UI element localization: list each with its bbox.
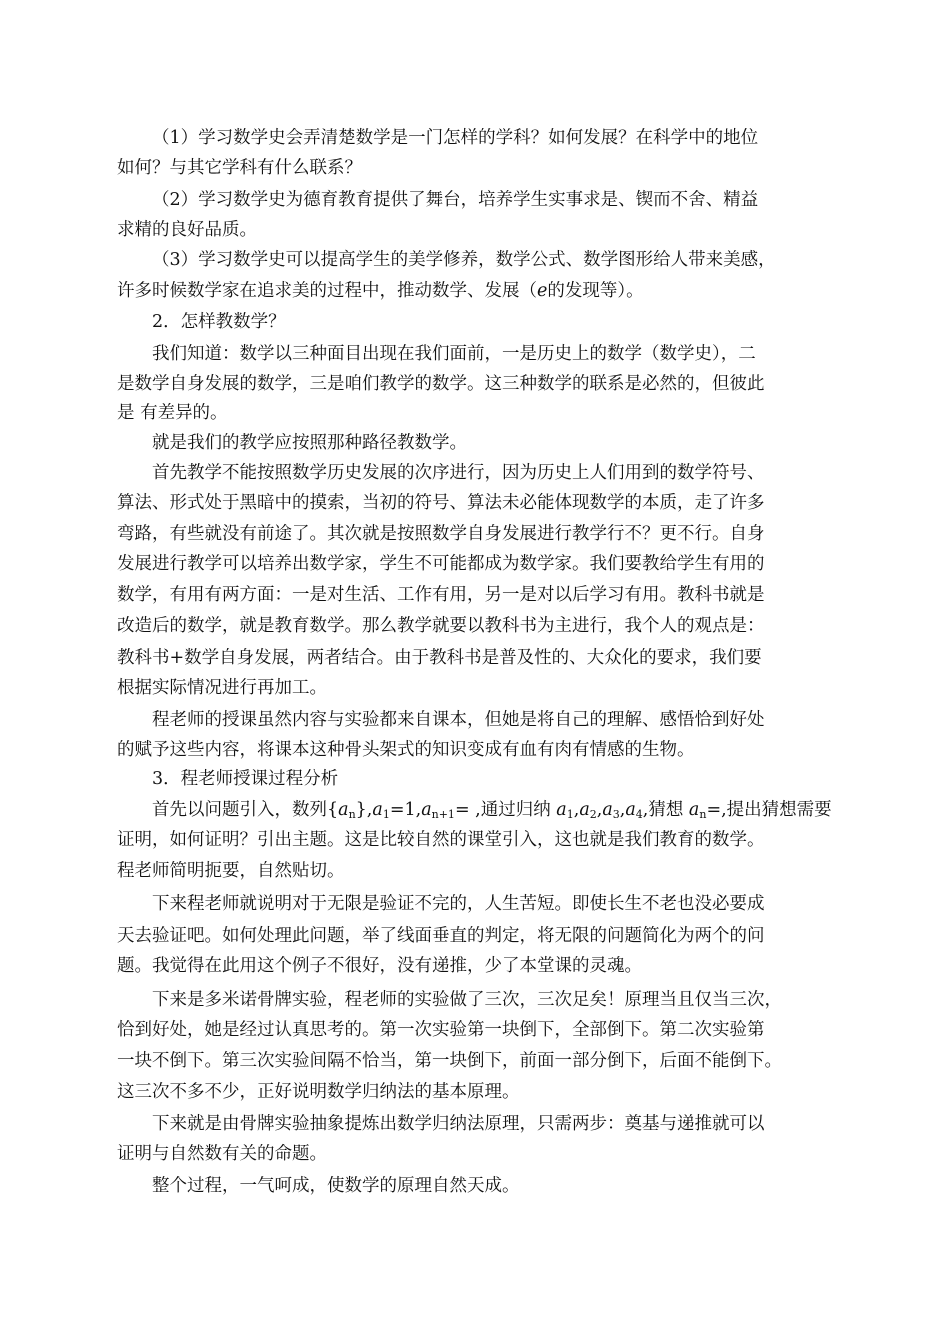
paragraph-9-line-3: 题。我觉得在此用这个例子不很好，没有递推，少了本堂课的灵魂。	[117, 956, 642, 976]
var-a: a	[602, 800, 613, 820]
var-a: a	[625, 800, 636, 820]
paragraph-5: 就是我们的教学应按照那种路径教数学。	[152, 433, 467, 453]
paragraph-7-line-2: 的赋予这些内容，将课本这种骨头架式的知识变成有血有肉有情感的生物。	[117, 740, 695, 760]
formula-text: 首先以问题引入，数列{	[152, 800, 339, 820]
paragraph-6-line-3: 弯路，有些就没有前途了。其次就是按照数学自身发展进行教学行不？更不行。自身	[117, 524, 765, 544]
paragraph-10-line-3: 一块不倒下。第三次实验间隔不恰当，第一块倒下，前面一部分倒下，后面不能倒下。	[117, 1051, 782, 1071]
paragraph-3-text-a: 许多时候数学家在追求美的过程中，推动数学、发展（	[117, 281, 537, 301]
paragraph-11-line-2: 证明与自然数有关的命题。	[117, 1144, 327, 1164]
formula-text: = ,通过归纳	[454, 800, 557, 820]
var-a: a	[372, 800, 383, 820]
paragraph-6-line-2: 算法、形式处于黑暗中的摸索，当初的符号、算法未必能体现数学的本质，走了许多	[117, 493, 765, 513]
var-a: a	[338, 800, 349, 820]
section-heading-2: 2．怎样教数学？	[152, 312, 286, 332]
euler-e: e	[537, 281, 548, 301]
paragraph-6-line-5: 数学，有用有两方面：一是对生活、工作有用，另一是对以后学习有用。教科书就是	[117, 585, 765, 605]
paragraph-6-line-1: 首先教学不能按照数学历史发展的次序进行，因为历史上人们用到的数学符号、	[152, 463, 765, 483]
paragraph-8-line-2: 证明，如何证明？引出主题。这是比较自然的课堂引入，这也就是我们教育的数学。	[117, 830, 765, 850]
sub-n-plus-1: n+1	[431, 808, 455, 821]
var-a: a	[421, 800, 432, 820]
sub-3: 3	[612, 808, 620, 821]
paragraph-4-line-3: 是 有差异的。	[117, 403, 228, 423]
sub-n: n	[348, 808, 356, 821]
paragraph-2-line-1: （2）学习数学史为德育教育提供了舞台，培养学生实事求是、锲而不舍、精益	[152, 190, 759, 210]
paragraph-6-line-6: 改造后的数学，就是教育数学。那么教学就要以教科书为主进行，我个人的观点是：	[117, 616, 765, 636]
sub-1: 1	[382, 808, 390, 821]
paragraph-2-line-2: 求精的良好品质。	[117, 220, 257, 240]
formula-comma: ,	[573, 800, 580, 820]
sub-n: n	[699, 808, 707, 821]
paragraph-11-line-1: 下来就是由骨牌实验抽象提炼出数学归纳法原理，只需两步：奠基与递推就可以	[152, 1114, 765, 1134]
formula-comma: ,	[619, 800, 626, 820]
formula-text: ,猜想	[642, 800, 689, 820]
paragraph-1-line-2: 如何？与其它学科有什么联系？	[117, 158, 362, 178]
paragraph-6-line-7: 教科书+数学自身发展，两者结合。由于教科书是普及性的、大众化的要求，我们要	[117, 648, 762, 668]
paragraph-6-line-4: 发展进行教学可以培养出数学家，学生不可能都成为数学家。我们要教给学生有用的	[117, 554, 765, 574]
formula-text: },	[355, 800, 373, 820]
var-a: a	[688, 800, 700, 820]
paragraph-3-line-2	[0, 279, 950, 303]
paragraph-9-line-2: 天去验证吧。如何处理此问题，举了线面垂直的判定，将无限的问题简化为两个的问	[117, 926, 765, 946]
paragraph-7-line-1: 程老师的授课虽然内容与实验都来自课本，但她是将自己的理解、感悟恰到好处	[152, 710, 765, 730]
formula-text: =,提出猜想需要	[706, 800, 832, 820]
paragraph-10-line-2: 恰到好处，她是经过认真思考的。第一次实验第一块倒下，全部倒下。第二次实验第	[117, 1020, 765, 1040]
paragraph-8-line-1	[0, 798, 950, 822]
formula-text: =1,	[389, 800, 422, 820]
var-a: a	[556, 800, 567, 820]
paragraph-10-line-1: 下来是多米诺骨牌实验，程老师的实验做了三次，三次足矣！原理当且仅当三次，	[152, 990, 782, 1010]
paragraph-3-text-b: 的发现等）。	[547, 281, 644, 301]
sub-1: 1	[566, 808, 574, 821]
paragraph-6-line-8: 根据实际情况进行再加工。	[117, 678, 327, 698]
paragraph-9-line-1: 下来程老师就说明对于无限是验证不完的，人生苦短。即使长生不老也没必要成	[152, 894, 765, 914]
formula-comma: ,	[596, 800, 603, 820]
section-heading-3: 3．程老师授课过程分析	[152, 769, 339, 789]
paragraph-8-line-3: 程老师简明扼要，自然贴切。	[117, 861, 345, 881]
var-a: a	[579, 800, 590, 820]
sub-4: 4	[635, 808, 643, 821]
paragraph-3-line-1: （3）学习数学史可以提高学生的美学修养，数学公式、数学图形给人带来美感，	[152, 250, 776, 270]
paragraph-1-line-1: （1）学习数学史会弄清楚数学是一门怎样的学科？如何发展？在科学中的地位	[152, 128, 759, 148]
paragraph-4-line-1: 我们知道：数学以三种面目出现在我们面前，一是历史上的数学（数学史），二	[152, 344, 756, 364]
sub-2: 2	[589, 808, 597, 821]
paragraph-4-line-2: 是数学自身发展的数学，三是咱们教学的数学。这三种数学的联系是必然的，但彼此	[117, 374, 765, 394]
paragraph-10-line-4: 这三次不多不少，正好说明数学归纳法的基本原理。	[117, 1082, 520, 1102]
paragraph-12: 整个过程，一气呵成，使数学的原理自然天成。	[152, 1176, 520, 1196]
